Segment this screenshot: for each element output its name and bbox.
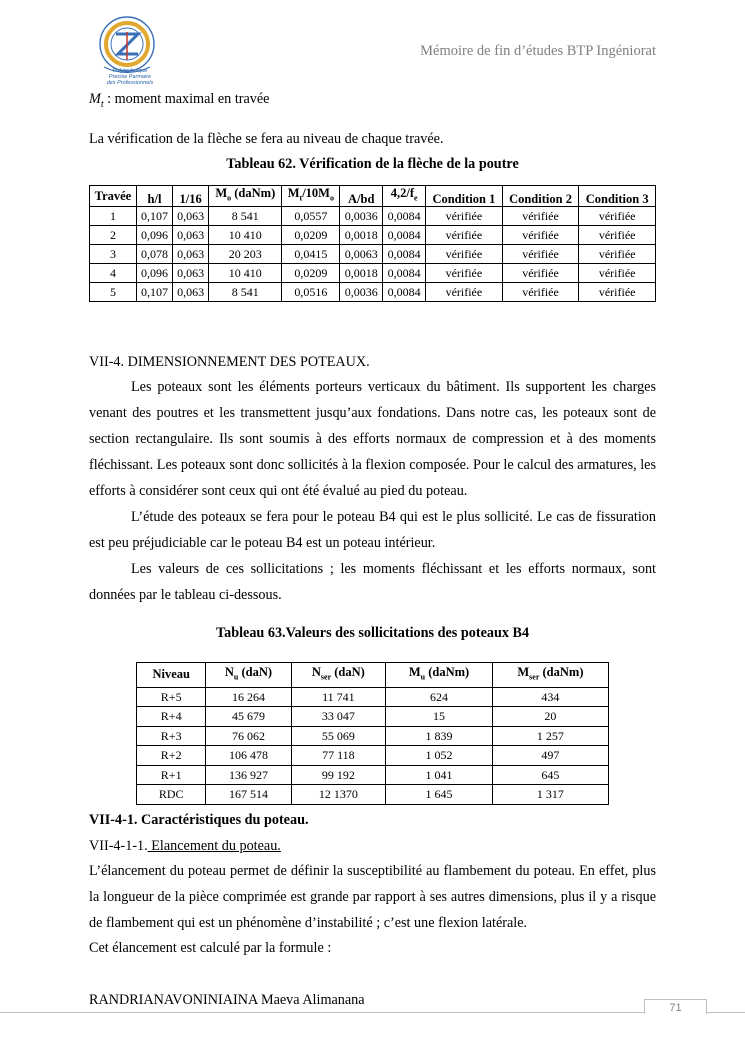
table-row bbox=[90, 206, 656, 225]
table-cell: 15 bbox=[386, 707, 493, 727]
table-cell: 55 069 bbox=[291, 726, 386, 746]
table-cell: 0,0018 bbox=[340, 263, 383, 282]
table-cell: 434 bbox=[492, 687, 608, 707]
table-cell: 10 410 bbox=[209, 225, 282, 244]
table-cell: vérifiée bbox=[426, 225, 503, 244]
table-cell: vérifiée bbox=[579, 225, 656, 244]
col-condition-3: Condition 3 bbox=[579, 186, 656, 207]
table-cell: 106 478 bbox=[206, 746, 291, 766]
table-cell: 497 bbox=[492, 746, 608, 766]
table-cell: 12 1370 bbox=[291, 785, 386, 805]
table-cell: 1 257 bbox=[492, 726, 608, 746]
mt-col-symbol: M bbox=[287, 186, 300, 200]
paragraph-3-text: Les valeurs de ces sollicitations ; les moments fléchissant et les efforts normaux, sont données par le tableau ci-dessous. bbox=[89, 561, 656, 603]
paragraph-5: Cet élancement est calculé par la formule : bbox=[89, 940, 332, 956]
table-row bbox=[137, 707, 609, 727]
mt-col-sub: t bbox=[299, 193, 303, 203]
table-cell: 0,0084 bbox=[383, 282, 426, 301]
column-loads-table-body bbox=[137, 687, 609, 804]
col-mt bbox=[282, 186, 340, 207]
table-cell: 4 bbox=[90, 263, 137, 282]
table-row bbox=[90, 225, 656, 244]
table-cell: 0,063 bbox=[173, 282, 209, 301]
table-cell: 0,0209 bbox=[282, 263, 340, 282]
col-nser bbox=[291, 663, 386, 688]
table-cell: 0,0084 bbox=[383, 263, 426, 282]
table-cell: 10 410 bbox=[209, 263, 282, 282]
col-nu bbox=[206, 663, 291, 688]
table-cell: 645 bbox=[492, 765, 608, 785]
table-cell: 1 bbox=[90, 206, 137, 225]
table-cell: 0,107 bbox=[136, 282, 172, 301]
table-cell: vérifiée bbox=[502, 263, 579, 282]
table-cell: 8 541 bbox=[209, 282, 282, 301]
mu-unit: (daNm) bbox=[425, 665, 470, 679]
mt-symbol: M bbox=[89, 91, 101, 107]
nser-sub: ser bbox=[320, 672, 332, 682]
col-ratio: 1/16 bbox=[173, 186, 209, 207]
table-cell: 0,096 bbox=[136, 225, 172, 244]
mt-col-sub2: o bbox=[329, 193, 334, 203]
mt-definition bbox=[89, 91, 269, 110]
logo-caption-line: Polytechnique bbox=[112, 68, 148, 74]
table-cell: R+3 bbox=[137, 726, 206, 746]
mt-text: : moment maximal en travée bbox=[103, 91, 270, 107]
table-cell: 0,078 bbox=[136, 244, 172, 263]
table-cell: 5 bbox=[90, 282, 137, 301]
m0-sub: o bbox=[227, 193, 232, 203]
table-cell: 0,0036 bbox=[340, 206, 383, 225]
table-cell: vérifiée bbox=[579, 206, 656, 225]
table-row bbox=[90, 244, 656, 263]
table-row bbox=[137, 765, 609, 785]
col-mu bbox=[386, 663, 493, 688]
table-cell: 20 203 bbox=[209, 244, 282, 263]
table-cell: R+4 bbox=[137, 707, 206, 727]
col-condition-1: Condition 1 bbox=[426, 186, 503, 207]
table-cell: 136 927 bbox=[206, 765, 291, 785]
column-loads-table bbox=[136, 662, 609, 805]
table-cell: 0,0415 bbox=[282, 244, 340, 263]
table-cell: 0,063 bbox=[173, 244, 209, 263]
table-cell: 76 062 bbox=[206, 726, 291, 746]
table62-caption: Tableau 62. Vérification de la flèche de la poutre bbox=[226, 156, 519, 172]
nser-unit: (daN) bbox=[331, 665, 365, 679]
table-cell: 20 bbox=[492, 707, 608, 727]
fe-sub: e bbox=[413, 193, 418, 203]
table-cell: 1 317 bbox=[492, 785, 608, 805]
table-cell: 0,0557 bbox=[282, 206, 340, 225]
table-cell: 1 052 bbox=[386, 746, 493, 766]
table-cell: RDC bbox=[137, 785, 206, 805]
nu-symbol: N bbox=[224, 665, 234, 679]
nu-sub: u bbox=[233, 672, 239, 682]
table-cell: 1 041 bbox=[386, 765, 493, 785]
col-fe bbox=[383, 186, 426, 207]
table-cell: 0,0018 bbox=[340, 225, 383, 244]
table-cell: R+2 bbox=[137, 746, 206, 766]
table-cell: 2 bbox=[90, 225, 137, 244]
mu-symbol: M bbox=[408, 665, 421, 679]
logo-caption-line: des Professionnels bbox=[106, 80, 154, 86]
table-cell: vérifiée bbox=[502, 244, 579, 263]
table-cell: 1 839 bbox=[386, 726, 493, 746]
table-cell: 0,0084 bbox=[383, 244, 426, 263]
table-row bbox=[137, 687, 609, 707]
col-mser bbox=[492, 663, 608, 688]
table-cell: 0,0084 bbox=[383, 225, 426, 244]
table-cell: 16 264 bbox=[206, 687, 291, 707]
table-cell: 0,096 bbox=[136, 263, 172, 282]
table-cell: vérifiée bbox=[502, 206, 579, 225]
footer-author: RANDRIANAVONINIAINA Maeva Alimanana bbox=[89, 992, 365, 1008]
subsubsection-number: VII-4-1-1. bbox=[89, 838, 148, 854]
paragraph-2 bbox=[89, 504, 656, 556]
table-cell: 0,063 bbox=[173, 263, 209, 282]
table-header-row bbox=[90, 186, 656, 207]
table-cell: 77 118 bbox=[291, 746, 386, 766]
col-travee: Travée bbox=[90, 186, 137, 207]
col-m0 bbox=[209, 186, 282, 207]
table-cell: 0,063 bbox=[173, 206, 209, 225]
table-cell: vérifiée bbox=[579, 244, 656, 263]
mser-symbol: M bbox=[517, 665, 530, 679]
table-cell: 33 047 bbox=[291, 707, 386, 727]
mser-sub: ser bbox=[529, 672, 540, 682]
table-row bbox=[137, 746, 609, 766]
header-title: Mémoire de fin d’études BTP Ingéniorat bbox=[420, 43, 656, 59]
table-cell: vérifiée bbox=[426, 206, 503, 225]
paragraph-4: L’élancement du poteau permet de définir la susceptibilité au flambement du poteau. En effet, plus la longueur de la pièce comprimée est grande par rapport à ses autres dimensions, plus il y a risque de flambement qui est un phénomène d’instabilité ; c’est une flexion latérale. bbox=[89, 863, 656, 931]
m0-symbol: M bbox=[215, 186, 228, 200]
nu-unit: (daN) bbox=[238, 665, 273, 679]
table-row bbox=[137, 785, 609, 805]
nser-symbol: N bbox=[311, 665, 321, 679]
mser-unit: (daNm) bbox=[539, 665, 584, 679]
col-niveau: Niveau bbox=[137, 663, 206, 688]
table-cell: vérifiée bbox=[579, 282, 656, 301]
subsection-title: VII-4-1. Caractéristiques du poteau. bbox=[89, 812, 309, 828]
table-cell: 167 514 bbox=[206, 785, 291, 805]
m0-unit: (daNm) bbox=[231, 186, 276, 200]
table-cell: vérifiée bbox=[579, 263, 656, 282]
col-hl: h/l bbox=[136, 186, 172, 207]
table-cell: vérifiée bbox=[426, 244, 503, 263]
logo-caption bbox=[90, 68, 170, 86]
subsubsection-title bbox=[89, 838, 281, 855]
fe-symbol: 4,2/f bbox=[390, 186, 414, 200]
col-abd: A/bd bbox=[340, 186, 383, 207]
table-cell: R+5 bbox=[137, 687, 206, 707]
paragraph-3 bbox=[89, 556, 656, 608]
footer-divider bbox=[0, 1012, 745, 1013]
table-header-row bbox=[137, 663, 609, 688]
paragraph-2-text: L’étude des poteaux se fera pour le poteau B4 qui est le plus sollicité. Le cas de fissuration est peu préjudiciable car le poteau B4 est un poteau intérieur. bbox=[89, 509, 656, 551]
subsubsection-label: Elancement du poteau. bbox=[147, 838, 281, 854]
paragraph-1-text: Les poteaux sont les éléments porteurs verticaux du bâtiment. Ils supportent les charges venant des poutres et les transmettent jusqu’aux fondations. Dans notre cas, les poteaux sont de section rectangulaire. Ils sont soumis à des efforts normaux de compression et à des moments fléchissant. Les poteaux sont donc sollicités à la flexion composée. Pour le calcul des armatures, les efforts à considérer sont ceux qui ont été évalué au pied du poteau. bbox=[89, 379, 656, 499]
table-cell: 0,107 bbox=[136, 206, 172, 225]
table-cell: 11 741 bbox=[291, 687, 386, 707]
table-cell: 3 bbox=[90, 244, 137, 263]
paragraph-1 bbox=[89, 374, 656, 504]
section-title: VII-4. DIMENSIONNEMENT DES POTEAUX. bbox=[89, 354, 370, 370]
table-row bbox=[90, 282, 656, 301]
table-cell: 0,0036 bbox=[340, 282, 383, 301]
mt-col-rest: /10M bbox=[302, 186, 330, 200]
table-cell: 0,0063 bbox=[340, 244, 383, 263]
table-row bbox=[90, 263, 656, 282]
table-cell: 99 192 bbox=[291, 765, 386, 785]
table-cell: 8 541 bbox=[209, 206, 282, 225]
page-number: 71 bbox=[644, 999, 707, 1014]
table-cell: 624 bbox=[386, 687, 493, 707]
table-cell: vérifiée bbox=[502, 282, 579, 301]
table-cell: vérifiée bbox=[502, 225, 579, 244]
table-cell: R+1 bbox=[137, 765, 206, 785]
table-cell: 0,0084 bbox=[383, 206, 426, 225]
deflection-table bbox=[89, 185, 656, 302]
table-cell: 0,0209 bbox=[282, 225, 340, 244]
table-cell: vérifiée bbox=[426, 263, 503, 282]
verification-intro: La vérification de la flèche se fera au niveau de chaque travée. bbox=[89, 131, 444, 147]
table-cell: vérifiée bbox=[426, 282, 503, 301]
table-cell: 1 645 bbox=[386, 785, 493, 805]
deflection-table-body bbox=[90, 206, 656, 301]
table63-caption: Tableau 63.Valeurs des sollicitations des poteaux B4 bbox=[215, 625, 530, 641]
table-cell: 0,063 bbox=[173, 225, 209, 244]
table-cell: 45 679 bbox=[206, 707, 291, 727]
table-row bbox=[137, 726, 609, 746]
logo-caption-line: Precise Parmaire bbox=[108, 74, 152, 80]
mt-subscript: t bbox=[100, 98, 104, 110]
col-condition-2: Condition 2 bbox=[502, 186, 579, 207]
mu-sub: u bbox=[420, 672, 426, 682]
table-cell: 0,0516 bbox=[282, 282, 340, 301]
